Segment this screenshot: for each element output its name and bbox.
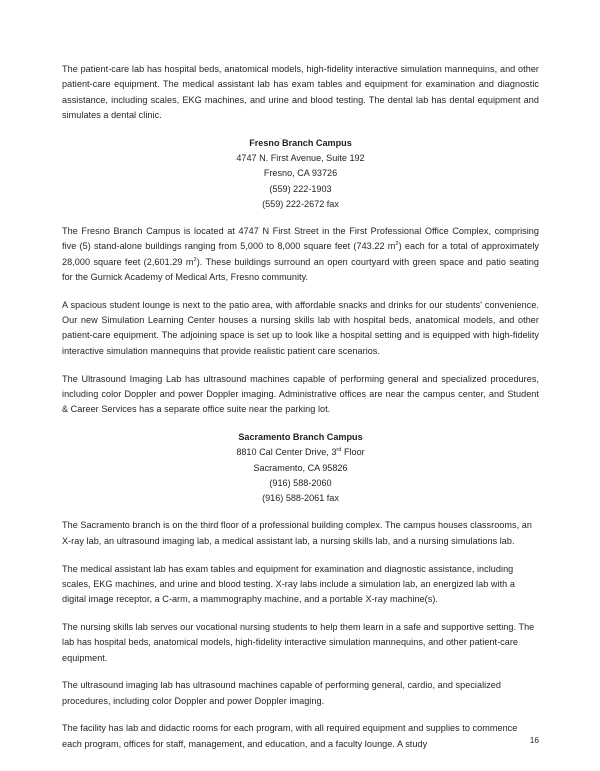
address-title-fresno: Fresno Branch Campus	[249, 137, 352, 148]
page-number: 16	[529, 735, 539, 745]
paragraph-fresno-campus-description	[62, 224, 539, 285]
text-segment: Floor	[341, 447, 365, 458]
paragraph-ultrasound-imaging-lab-fresno: The Ultrasound Imaging Lab has ultrasound machines capable of performing general and specialized procedures, including color Doppler and power Doppler imaging. Administrative offices are near the campus center, and Student & Career Services has a separate office suite near the parking lot.	[62, 373, 539, 415]
paragraph-medical-assistant-lab: The medical assistant lab has exam tables and equipment for examination and diagnostic assistance, including scales, EKG machines, and urine and blood testing. X-ray labs include a simulation lab, an energized lab with a digital image receptor, a C-arm, a mammography machine, and a portable X-ray machine(s).	[62, 563, 515, 605]
paragraph-patient-care-lab: The patient-care lab has hospital beds, anatomical models, high-fidelity interactive simulation mannequins, and other patient-care equipment. The medical assistant lab has exam tables and equipment for examination and diagnostic assistance, including scales, EKG machines, and urine and blood testing. The dental lab has dental equipment and simulates a dental clinic.	[62, 64, 539, 120]
paragraph-student-lounge: A spacious student lounge is next to the patio area, with affordable snacks and drinks for our students' convenience. Our new Simulation Learning Center houses a nursing skills lab with hospital beds, anatomical models, and other patient-care equipment. The adjoining space is set up to look like a hospital setting and is equipped with high-fidelity interactive simulation mannequins that provide realistic patient care scenarios.	[62, 299, 539, 356]
text-segment: ). These buildings surround an open courtyard with green space and patio seating for the Gurnick Academy of Medical Arts, Fresno community.	[62, 256, 540, 283]
paragraph-ultrasound-imaging-lab-sacramento: The ultrasound imaging lab has ultrasound machines capable of performing general, cardio, and specialized procedures, including color Doppler and power Doppler imaging.	[62, 680, 502, 706]
address-block-fresno	[62, 136, 539, 212]
paragraph-nursing-skills-lab: The nursing skills lab serves our vocational nursing students to help them learn in a safe and supportive setting. The lab has hospital beds, anatomical models, high-fidelity interactive simulation mannequins, and other patient-care equipment.	[62, 621, 535, 663]
address-fax-fresno: (559) 222-2672 fax	[262, 198, 339, 209]
address-city-fresno: Fresno, CA 93726	[263, 168, 338, 179]
address-street-fresno: 4747 N. First Avenue, Suite 192	[236, 152, 365, 163]
address-block-sacramento	[62, 430, 539, 506]
superscript-squared-1: 2	[395, 241, 399, 248]
address-title-sacramento: Sacramento Branch Campus	[238, 431, 363, 442]
text-segment: 8810 Cal Center Drive, 3	[236, 447, 337, 458]
address-city-sacramento: Sacramento, CA 95826	[253, 462, 348, 473]
page-content	[62, 62, 539, 764]
address-phone-sacramento: (916) 588-2060	[269, 477, 332, 488]
address-fax-sacramento: (916) 588-2061 fax	[262, 493, 339, 504]
text-segment: ) each for a total of approximately 28,000 square feet (2,601.29 m	[62, 241, 539, 267]
paragraph-facility-description: The facility has lab and didactic rooms for each program, with all required equipment and supplies to commence each program, offices for staff, management, and education, and a faculty lounge. A study	[62, 723, 518, 749]
superscript-squared-2: 2	[193, 256, 197, 263]
superscript-ordinal-rd: rd	[336, 447, 342, 454]
address-street-sacramento	[62, 445, 539, 460]
paragraph-sacramento-branch-overview: The Sacramento branch is on the third floor of a professional building complex. The campus houses classrooms, an X-ray lab, an ultrasound imaging lab, a medical assistant lab, a nursing skills lab, and a nursing simulations lab.	[62, 520, 532, 546]
text-segment: The Fresno Branch Campus is located at 4747 N First Street in the First Professional Office Complex, comprising five (5) stand-alone buildings ranging from 5,000 to 8,000 square feet (743.22 m	[62, 226, 539, 252]
address-phone-fresno: (559) 222-1903	[269, 183, 332, 194]
